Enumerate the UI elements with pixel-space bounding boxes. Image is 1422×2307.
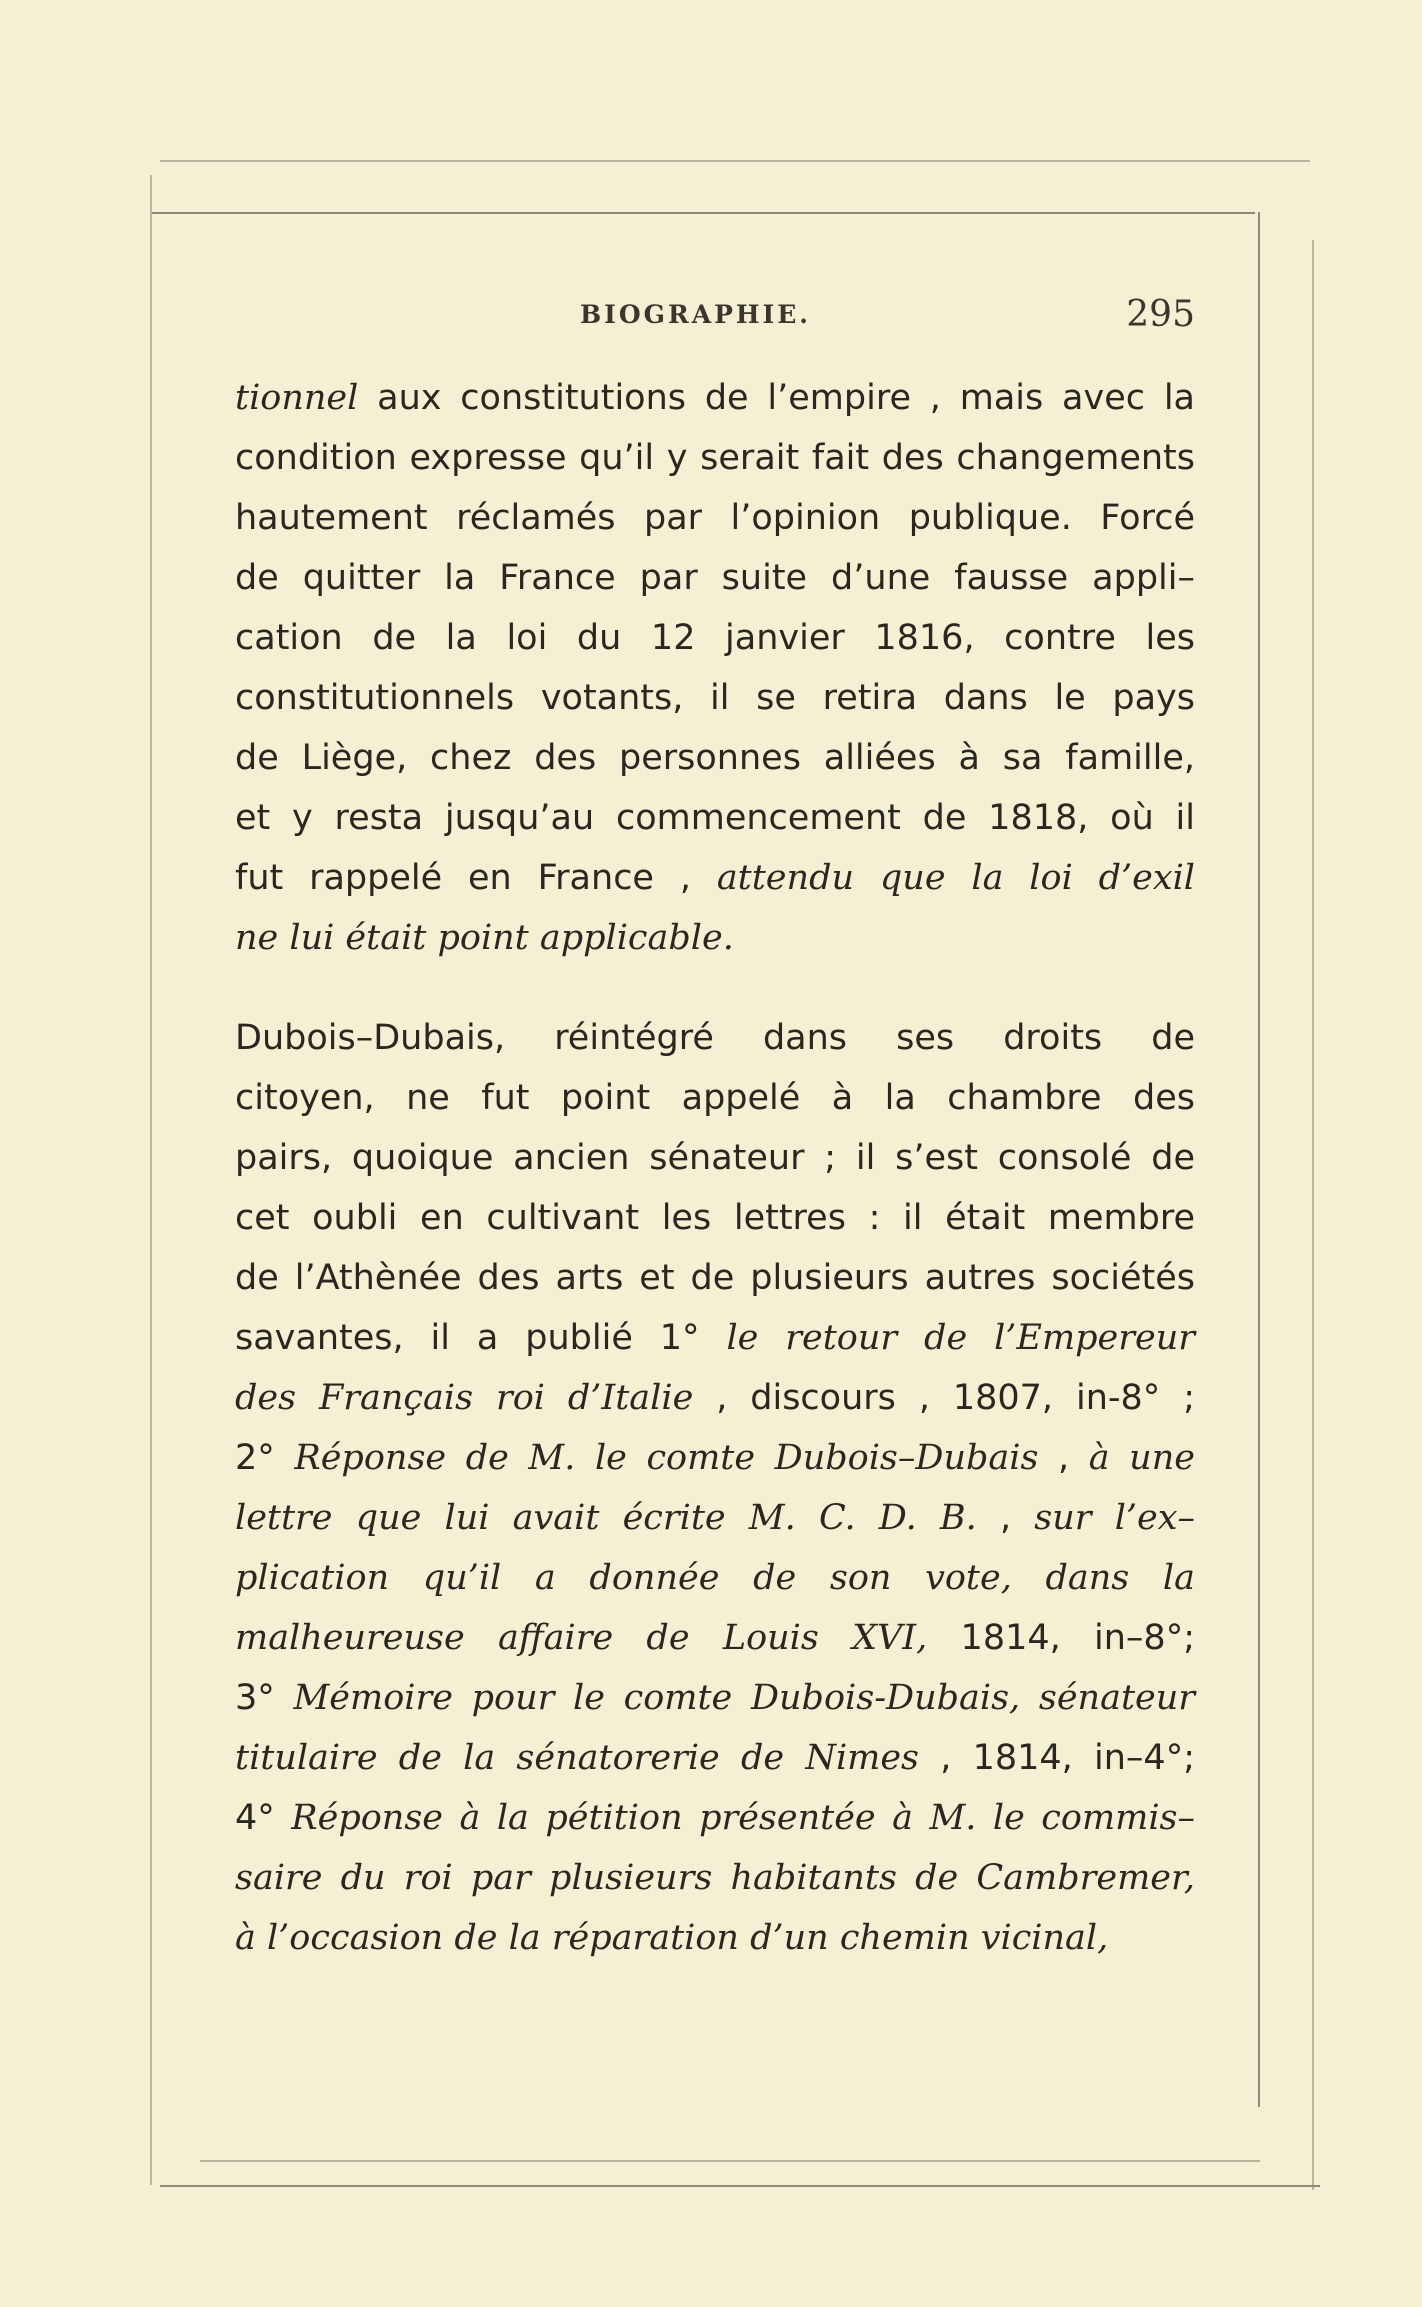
text-line bbox=[235, 908, 1195, 968]
roman-text: , bbox=[1038, 1438, 1089, 1478]
text-line bbox=[235, 728, 1195, 788]
text-line bbox=[235, 488, 1195, 548]
scan-border-right-outer bbox=[1312, 240, 1314, 2190]
text-line bbox=[235, 1128, 1195, 1188]
text-line bbox=[235, 608, 1195, 668]
text-line bbox=[235, 1188, 1195, 1248]
text-line bbox=[235, 1008, 1195, 1068]
text-line bbox=[235, 1368, 1195, 1428]
italic-text: ne lui était point applicable. bbox=[235, 918, 734, 958]
italic-text: tionnel bbox=[235, 378, 359, 418]
text-line bbox=[235, 428, 1195, 488]
roman-text: de quitter la France par suite d’une fausse appli– bbox=[235, 558, 1195, 598]
roman-text: citoyen, ne fut point appelé à la chambre des bbox=[235, 1078, 1195, 1118]
text-line bbox=[235, 1728, 1195, 1788]
italic-text: titulaire de la sénatorerie de Nimes bbox=[235, 1738, 919, 1778]
roman-text: cation de la loi du 12 janvier 1816, contre les bbox=[235, 618, 1195, 658]
roman-text: 4° bbox=[235, 1798, 292, 1838]
italic-text: sur l’ex– bbox=[1034, 1498, 1195, 1538]
text-line bbox=[235, 1428, 1195, 1488]
text-line bbox=[235, 1668, 1195, 1728]
roman-text: condition expresse qu’il y serait fait des changements bbox=[235, 438, 1195, 478]
text-line bbox=[235, 1068, 1195, 1128]
roman-text: Dubois–Dubais, réintégré dans ses droits de bbox=[235, 1018, 1195, 1058]
roman-text: pairs, quoique ancien sénateur ; il s’est consolé de bbox=[235, 1138, 1195, 1178]
text-line bbox=[235, 848, 1195, 908]
italic-text: attendu que la loi d’exil bbox=[716, 858, 1195, 898]
italic-text: Réponse à la pétition présentée à M. le commis– bbox=[291, 1798, 1195, 1838]
page-number: 295 bbox=[1126, 294, 1195, 335]
scan-border-bottom-inner bbox=[200, 2160, 1260, 2162]
italic-text: malheureuse affaire de Louis XVI, bbox=[235, 1618, 928, 1658]
scan-border-top-outer bbox=[160, 160, 1310, 162]
italic-text: le retour de l’Empereur bbox=[726, 1318, 1195, 1358]
text-line bbox=[235, 368, 1195, 428]
text-line bbox=[235, 1488, 1195, 1548]
roman-text: 3° bbox=[235, 1678, 294, 1718]
italic-text: à une bbox=[1088, 1438, 1195, 1478]
text-line bbox=[235, 1248, 1195, 1308]
text-line bbox=[235, 788, 1195, 848]
roman-text: constitutionnels votants, il se retira dans le pays bbox=[235, 678, 1195, 718]
text-line bbox=[235, 1908, 1195, 1968]
running-title: BIOGRAPHIE. bbox=[580, 300, 811, 329]
roman-text: , discours , 1807, in-8° ; bbox=[693, 1378, 1195, 1418]
italic-text: saire du roi par plusieurs habitants de Cambremer, bbox=[235, 1858, 1195, 1898]
paragraph-gap bbox=[235, 968, 1195, 1008]
roman-text: 2° bbox=[235, 1438, 295, 1478]
text-line bbox=[235, 668, 1195, 728]
roman-text: de Liège, chez des personnes alliées à sa famille, bbox=[235, 738, 1195, 778]
italic-text: lettre que lui avait écrite M. C. D. B. bbox=[235, 1498, 977, 1538]
italic-text: à l’occasion de la réparation d’un chemin vicinal, bbox=[235, 1918, 1109, 1958]
text-line bbox=[235, 1788, 1195, 1848]
roman-text: cet oubli en cultivant les lettres : il était membre bbox=[235, 1198, 1195, 1238]
text-line bbox=[235, 1308, 1195, 1368]
roman-text: aux constitutions de l’empire , mais avec la bbox=[358, 378, 1195, 418]
text-line bbox=[235, 1848, 1195, 1908]
scan-border-right bbox=[1258, 212, 1260, 2107]
italic-text: Réponse de M. le comte Dubois–Dubais bbox=[294, 1438, 1039, 1478]
body-text bbox=[235, 368, 1195, 1968]
paragraph bbox=[235, 1008, 1195, 1968]
italic-text: des Français roi d’Italie bbox=[235, 1378, 694, 1418]
roman-text: hautement réclamés par l’opinion publique. Forcé bbox=[235, 498, 1195, 538]
scan-border-bottom bbox=[160, 2185, 1320, 2187]
paragraph bbox=[235, 368, 1195, 968]
roman-text: fut rappelé en France , bbox=[235, 858, 717, 898]
scan-border-top bbox=[150, 212, 1255, 214]
text-line bbox=[235, 548, 1195, 608]
roman-text: , 1814, in–4°; bbox=[919, 1738, 1195, 1778]
running-head bbox=[235, 294, 1195, 344]
roman-text: savantes, il a publié 1° bbox=[235, 1318, 727, 1358]
italic-text: plication qu’il a donnée de son vote, dans la bbox=[235, 1558, 1195, 1598]
text-line bbox=[235, 1608, 1195, 1668]
roman-text: 1814, in–8°; bbox=[927, 1618, 1195, 1658]
roman-text: de l’Athènée des arts et de plusieurs autres sociétés bbox=[235, 1258, 1195, 1298]
scan-border-left bbox=[150, 175, 152, 2185]
italic-text: Mémoire pour le comte Dubois-Dubais, sénateur bbox=[293, 1678, 1195, 1718]
roman-text: , bbox=[976, 1498, 1035, 1538]
roman-text: et y resta jusqu’au commencement de 1818, où il bbox=[235, 798, 1195, 838]
text-line bbox=[235, 1548, 1195, 1608]
